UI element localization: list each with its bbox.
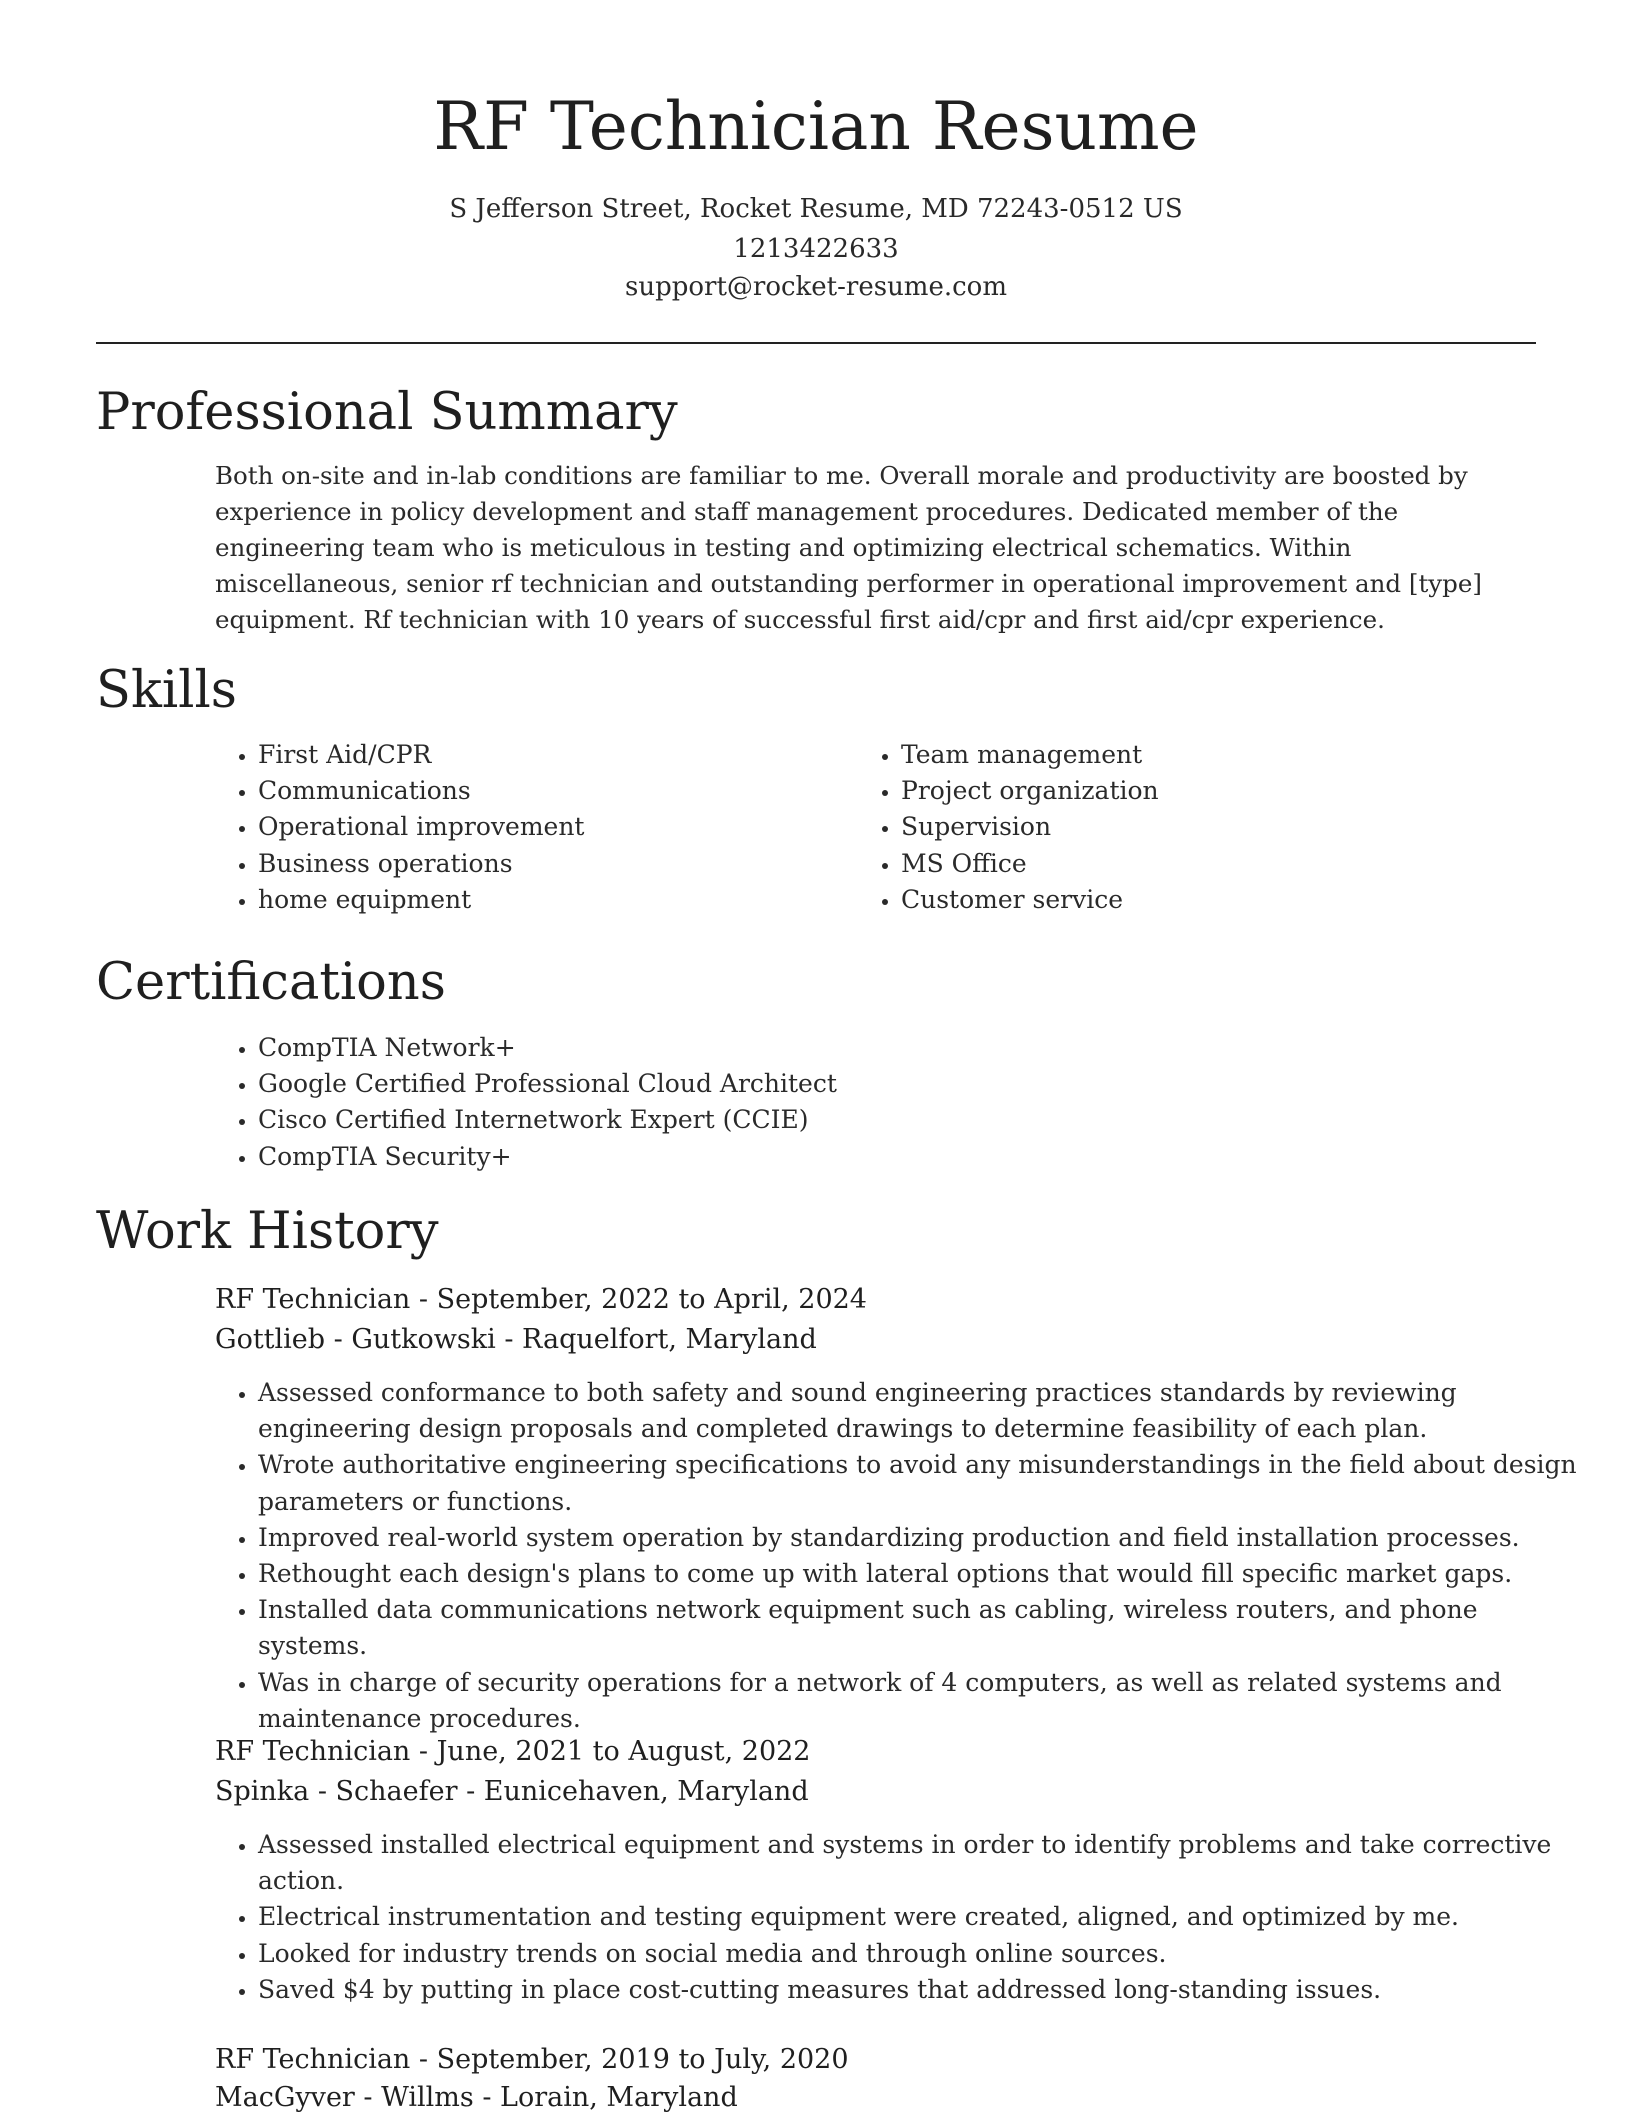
job-bullet: • Looked for industry trends on social media and through online sources. (258, 1936, 1588, 1972)
resume-title: RF Technician Resume (433, 88, 1199, 165)
job-title-line: RF Technician - June, 2021 to August, 2022 (215, 1736, 811, 1767)
job-bullet: • Wrote authoritative engineering specifications to avoid any misunderstandings in the field about design parameters or functions. (258, 1447, 1588, 1519)
header-divider (96, 342, 1536, 344)
skill-item: • Business operations (258, 846, 818, 882)
job-bullet: • Saved $4 by putting in place cost-cutting measures that addressed long-standing issues. (258, 1972, 1588, 2008)
job-bullet: • Assessed installed electrical equipment and systems in order to identify problems and take corrective action. (258, 1827, 1588, 1899)
certifications-list (213, 1030, 1558, 1175)
skills-list-right (856, 737, 1541, 918)
skill-item: • Communications (258, 773, 818, 809)
job-bullet: • Installed data communications network equipment such as cabling, wireless routers, and phone systems. (258, 1592, 1588, 1664)
skill-item: • Project organization (901, 773, 1541, 809)
job-bullet: • Improved real-world system operation by standardizing production and field installation processes. (258, 1520, 1588, 1556)
skill-item: • Supervision (901, 809, 1541, 845)
skills-list-left (213, 737, 818, 918)
job-title-line: RF Technician - September, 2022 to April, 2024 (215, 1284, 867, 1315)
contact-email: support@rocket-resume.com (624, 272, 1007, 302)
summary-heading: Professional Summary (96, 383, 678, 442)
contact-phone: 1213422633 (733, 234, 899, 264)
certification-item: • Cisco Certified Internetwork Expert (CCIE) (258, 1102, 1558, 1138)
certification-item: • CompTIA Network+ (258, 1030, 1558, 1066)
skill-item: • MS Office (901, 846, 1541, 882)
certification-item: • Google Certified Professional Cloud Architect (258, 1066, 1558, 1102)
job-company-line: MacGyver - Willms - Lorain, Maryland (215, 2082, 738, 2113)
job-company-line: Gottlieb - Gutkowski - Raquelfort, Maryland (215, 1324, 817, 1355)
skill-item: • home equipment (258, 882, 818, 918)
skill-item: • First Aid/CPR (258, 737, 818, 773)
summary-text: Both on-site and in-lab conditions are familiar to me. Overall morale and productivity are boosted by experience in policy development and staff management procedures. Dedicated member of the engineering team who is meticulous in testing and optimizing electrical schematics. Within miscellaneous, senior rf technician and outstanding performer in operational improvement and [type] equipment. Rf technician with 10 years of successful first aid/cpr and first aid/cpr experience. (215, 461, 1482, 634)
job-bullet: • Assessed conformance to both safety and sound engineering practices standards by reviewing engineering design proposals and completed drawings to determine feasibility of each plan. (258, 1375, 1588, 1447)
job-bullet: • Rethought each design's plans to come up with lateral options that would fill specific market gaps. (258, 1556, 1588, 1592)
certifications-heading: Certifications (96, 953, 446, 1012)
job-bullets (213, 1827, 1588, 2008)
skill-item: • Operational improvement (258, 809, 818, 845)
contact-address: S Jefferson Street, Rocket Resume, MD 72243-0512 US (449, 194, 1183, 224)
skills-heading: Skills (96, 661, 237, 720)
job-bullets (213, 1375, 1588, 1737)
job-company-line: Spinka - Schaefer - Eunicehaven, Maryland (215, 1776, 809, 1807)
job-bullet: • Was in charge of security operations for a network of 4 computers, as well as related systems and maintenance procedures. (258, 1665, 1588, 1737)
certification-item: • CompTIA Security+ (258, 1139, 1558, 1175)
job-bullet: • Electrical instrumentation and testing equipment were created, aligned, and optimized by me. (258, 1899, 1588, 1935)
skill-item: • Customer service (901, 882, 1541, 918)
skill-item: • Team management (901, 737, 1541, 773)
work-history-heading: Work History (96, 1202, 439, 1261)
job-title-line: RF Technician - September, 2019 to July, 2020 (215, 2044, 849, 2075)
